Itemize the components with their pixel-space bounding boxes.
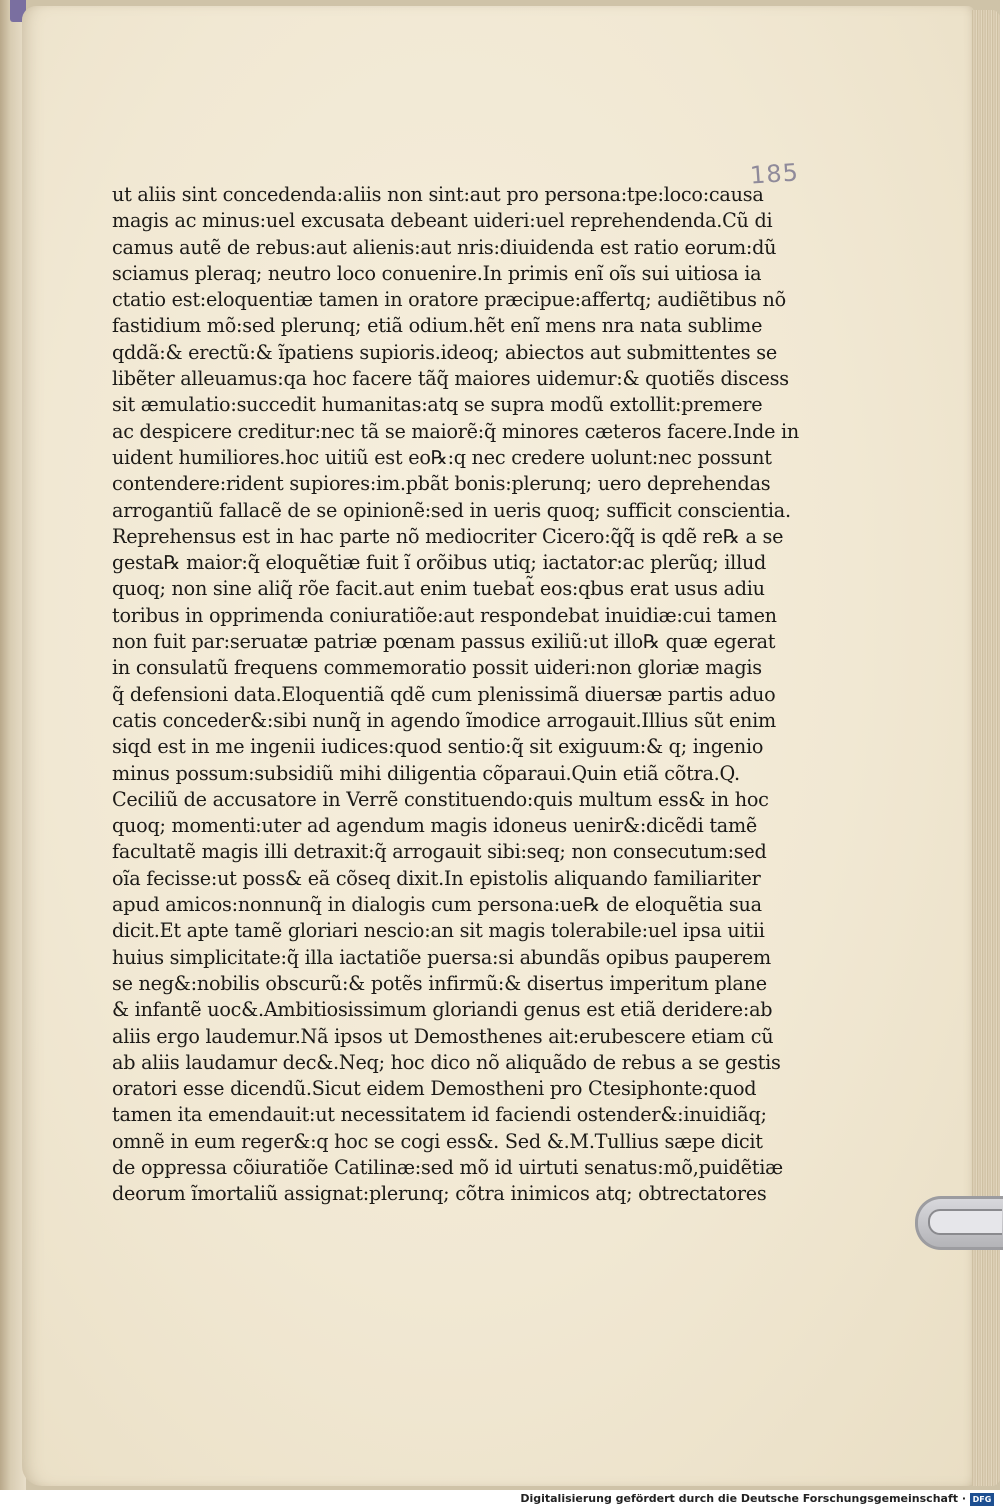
text-line: q̃ defensioni data.Eloquentiã qdẽ cum plenissimã diuersæ partis aduo xyxy=(112,682,776,706)
text-line: sciamus pleraq; neutro loco conuenire.In primis enĩ oĩs sui uitiosa ia xyxy=(112,261,762,285)
text-line: catis conceder&:sibi nunq̃ in agendo ĩmodice arrogauit.Illius sũt enim xyxy=(112,708,776,732)
text-line: facultatẽ magis illi detraxit:q̃ arrogauit sibi:seq; non consecutum:sed xyxy=(112,840,767,864)
text-line: deorum ĩmortaliũ assignat:plerunq; cõtra inimicos atq; obtrectatores xyxy=(112,1182,767,1206)
text-line: & infantẽ uoc&.Ambitiosissimum gloriandi genus est etiã deridere:ab xyxy=(112,998,773,1022)
text-line: aliis ergo laudemur.Nã ipsos ut Demosthenes ait:erubescere etiam cũ xyxy=(112,1024,774,1048)
text-line: ctatio est:eloquentiæ tamen in oratore præcipue:affertq; audiẽtibus nõ xyxy=(112,288,786,312)
text-line: dicit.Et apte tamẽ gloriari nescio:an sit magis tolerabile:uel ipsa uitii xyxy=(112,919,765,943)
text-line: gesta℞ maior:q̃ eloquẽtiæ fuit ĩ orõibus utiq; iactator:ac plerũq; illud xyxy=(112,551,767,575)
text-line: apud amicos:nonnunq̃ in dialogis cum persona:ue℞ de eloquẽtia sua xyxy=(112,893,762,917)
page-stack-edge xyxy=(972,10,1000,1486)
text-line: non fuit par:seruatæ patriæ pœnam passus exiliũ:ut illo℞ quæ egerat xyxy=(112,630,776,654)
dfg-logo-icon: DFG xyxy=(970,1493,994,1506)
text-line: arrogantiũ fallacẽ de se opinionẽ:sed in ueris quoq; sufficit conscientia. xyxy=(112,498,791,522)
text-line: omnẽ in eum reger&:q hoc se cogi ess&. Sed &.M.Tullius sæpe dicit xyxy=(112,1129,763,1153)
folio-number: 185 xyxy=(749,158,800,190)
text-line: huius simplicitate:q̃ illa iactatiõe puersa:si abundãs opibus pauperem xyxy=(112,945,771,969)
text-line: Ceciliũ de accusatore in Verrẽ constituendo:quis multum ess& in hoc xyxy=(112,787,769,811)
text-line: sit æmulatio:succedit humanitas:atq se supra modũ extollit:premere xyxy=(112,393,763,417)
text-line: camus autẽ de rebus:aut alienis:aut nris:diuidenda est ratio eorum:dũ xyxy=(112,235,777,259)
main-text-block xyxy=(112,182,800,1208)
text-line: quoq; momenti:uter ad agendum magis idoneus uenir&:dicẽdi tamẽ xyxy=(112,814,758,838)
text-line: contendere:rident supiores:im.pbãt bonis:plerunq; uero deprehendas xyxy=(112,472,771,496)
text-line: in consulatũ frequens commemoratio possit uideri:non gloriæ magis xyxy=(112,656,762,680)
footer-bar xyxy=(0,1490,1000,1510)
paper-clip-inner-loop xyxy=(928,1209,1002,1235)
text-line: quoq; non sine aliq̃ rõe facit.aut enim tuebat̃ eos:qbus erat usus adiu xyxy=(112,577,765,601)
text-line: qddã:& erectũ:& ĩpatiens supioris.ideoq; abiectos aut submittentes se xyxy=(112,340,777,364)
text-line: Reprehensus est in hac parte nõ mediocriter Cicero:q̃q̃ is qdẽ re℞ a se xyxy=(112,524,784,548)
text-line: libẽter alleuamus:qa hoc facere tãq̃ maiores uidemur:& quotiẽs discess xyxy=(112,367,789,391)
text-line: de oppressa cõiuratiõe Catilinæ:sed mõ id uirtuti senatus:mõ,puidẽtiæ xyxy=(112,1155,783,1179)
text-line: uident humiliores.hoc uitiũ est eo℞:q nec credere uolunt:nec possunt xyxy=(112,445,772,469)
text-line: oĩa fecisse:ut poss& eã cõseq dixit.In epistolis aliquando familiariter xyxy=(112,866,761,890)
text-line: ab aliis laudamur dec&.Neq; hoc dico nõ aliquãdo de rebus a se gestis xyxy=(112,1050,781,1074)
text-line: ac despicere creditur:nec tã se maiorẽ:q̃ minores cæteros facere.Inde in xyxy=(112,419,800,443)
text-line: magis ac minus:uel excusata debeant uideri:uel reprehendenda.Cũ di xyxy=(112,209,773,233)
text-line: toribus in opprimenda coniuratiõe:aut respondebat inuidiæ:cui tamen xyxy=(112,603,777,627)
text-line: se neg&:nobilis obscurũ:& potẽs infirmũ:& disertus imperitum plane xyxy=(112,971,767,995)
text-line: ut aliis sint concedenda:aliis non sint:aut pro persona:tpe:loco:causa xyxy=(112,183,764,206)
funding-credit: Digitalisierung gefördert durch die Deutsche Forschungsgemeinschaft · xyxy=(520,1492,966,1505)
text-line: siqd est in me ingenii iudices:quod sentio:q̃ sit exiguum:& q; ingenio xyxy=(112,735,764,759)
text-line: tamen ita emendauit:ut necessitatem id faciendi ostender&:inuidiãq; xyxy=(112,1103,767,1127)
text-line: fastidium mõ:sed plerunq; etiã odium.hẽt enĩ mens nra nata sublime xyxy=(112,314,763,338)
text-line: oratori esse dicendũ.Sicut eidem Demostheni pro Ctesiphonte:quod xyxy=(112,1077,757,1101)
text-line: minus possum:subsidiũ mihi diligentia cõparaui.Quin etiã cõtra.Q. xyxy=(112,761,740,785)
